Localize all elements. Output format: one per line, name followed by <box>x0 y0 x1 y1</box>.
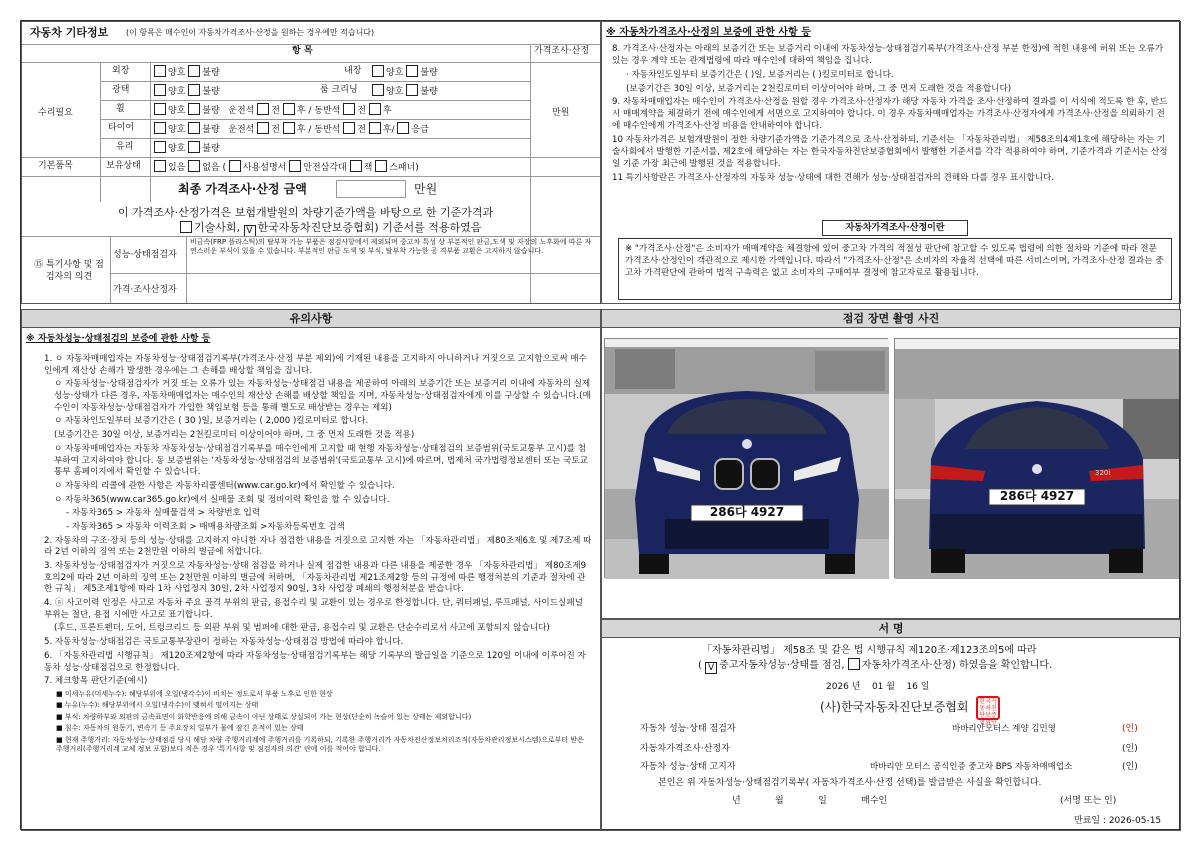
note-1b: ㅇ 자동차성능·상태점검자가 거짓 또는 오류가 있는 자동차성능·상태점검 내용을 제공하여 아래의 보증기간 또는 보증거리 이내에 자동차의 실제 성능·상태가 다른 경우, 자동차매매업자는 매수인의 재산상 손해를 배상할 책임을 지며, 자동차성능·상태점검자에게 이를 구상할 수 있습니다.(매수인이 자동차성능·상태점검자가 가입한 책임보험 등을 통해 별도로 배상받는 경우는 제외) <box>54 379 591 413</box>
note-3: 3. 자동차성능·상태점검자가 거짓으로 자동차성능·상태 점검을 하거나 실제 점검한 내용과 다른 내용을 제공한 경우 「자동차관리법」 제80조제9호의2에 따라 2년 이하의 징역 또는 2천만원 이하의 벌금에 처하며, 「자동차관리법 제21조제2항 등의 규정에 따른 행정처분의 기준과 절차에 관한 규칙」 제5조제1항에 따라 1차 사업정지 30일, 2차 사업정지 90일, 3차 사업장 폐쇄의 행정처분을 받습니다. <box>44 561 587 595</box>
glass-bad-checkbox[interactable] <box>188 141 200 153</box>
note-6: 6. 「자동차관리법 시행규칙」 제120조제2항에 따라 자동차성능·상태점검기록부는 해당 기록부의 발급일을 기준으로 120일 이내에 이루어진 자동차 성능·상태점검으로 한정합니다. <box>44 650 586 673</box>
issue-date: 2026 년 01 월 16 일 <box>826 682 930 692</box>
tire-passenger-rear-checkbox[interactable] <box>369 122 381 134</box>
signature-section <box>601 619 1181 831</box>
wheel-options: 양호 불량 운전석 전 후 / 동반석 전 후 <box>154 103 392 118</box>
note-1: 1. ㅇ 자동차매매업자는 자동차성능·상태점검기록부(가격조사·산정 부분 제외)에 기재된 내용을 고지하지 아니하거나 거짓으로 고지함으로써 매수인에게 재산상 손해가 발생한 경우에는 그 손해를 배상할 책임을 집니다. <box>44 354 587 376</box>
glass-options: 양호 불량 <box>154 141 220 156</box>
note-1f: ㅇ 자동차의 리콜에 관한 사항은 자동차리콜센터(www.car.go.kr)에서 확인할 수 있습니다. <box>54 480 395 491</box>
note-1d: (보증기간은 30일 이상, 보증거리는 2천킬로미터 이상이어야 하며, 그 중 먼저 도래한 것을 적용) <box>54 430 415 441</box>
criteria-3: ■ 부식: 차량하부와 외판의 금속표면이 화학반응에 의해 금속이 아닌 상태로 상실되어 가는 현상(단순히 녹슬어 있는 상태는 제외합니다) <box>56 712 472 721</box>
note-4b: (후드, 프론트펜더, 도어, 트렁크리드 등 외판 부위 및 범퍼에 대한 판금, 용접수리 및 교환은 단순수리로서 사고에 포함되지 않습니다) <box>54 623 550 634</box>
exterior-good-checkbox[interactable] <box>154 65 166 77</box>
notes-body <box>44 354 592 757</box>
tech-society-checkbox[interactable] <box>180 221 192 233</box>
wheel-passenger-rear-checkbox[interactable] <box>369 103 381 115</box>
interior-good-checkbox[interactable] <box>372 65 384 77</box>
price-warranty-header: ※ 자동차가격조사·산정의 보증에 관한 사항 등 <box>606 27 811 38</box>
final-price-input[interactable] <box>336 180 406 198</box>
criteria-4: ■ 침수: 자동차의 원동기, 변속기 등 주요장치 일부가 물에 잠긴 흔적이 있는 상태 <box>56 724 304 733</box>
rear-car-photo <box>894 338 1178 578</box>
rear-plate: 286다 4927 <box>999 489 1075 503</box>
note-1h: - 자동차365 > 자동차 실매물검색 > 차량번호 입력 <box>66 508 261 519</box>
basic-items-label: 기본품목 <box>38 161 73 171</box>
room-cleaning-options: 양호 불량 <box>372 84 438 99</box>
tire-driver-rear-checkbox[interactable] <box>283 122 295 134</box>
notes-header: 유의사항 <box>22 310 600 328</box>
special-notes-label: ⑮ 특기사항 및 점검자의 의견 <box>34 260 104 282</box>
polish-options: 양호 불량 <box>154 84 220 99</box>
exterior-options: 양호 불량 <box>154 65 220 80</box>
tire-emergency-checkbox[interactable] <box>397 122 409 134</box>
jack-checkbox[interactable] <box>350 160 362 172</box>
inspector-seal: (인) <box>1122 724 1138 734</box>
polish-good-checkbox[interactable] <box>154 84 166 96</box>
note-1c: ㅇ 자동차인도일부터 보증기간은 ( 30 )일, 보증거리는 ( 2,000 )킬로미터로 합니다. <box>54 416 369 427</box>
confirm-line: ( V 중고자동차성능·상태를 점검, 자동차가격조사·산정) 하였음을 확인합니다. <box>698 660 1053 673</box>
tire-passenger-front-checkbox[interactable] <box>343 122 355 134</box>
criteria-5: ■ 현재 주행거리: 자동차성능·상태점검 당시 해당 차량 주행거리계에 주행거리를 기록하되, 기록한 주행거리가 자동차전산정보처리조직(자동차관리정보시스템)으로부터 받은 주행거리(주행거리계 교체 정보 포함)보다 적은 경우 '특기사항 및 점검자의 의견' 란에 이를 적어야 합니다. <box>56 735 584 754</box>
check-criteria-list <box>44 690 592 755</box>
basic-items-options: 있음 없음 ( 사용설명서 안전삼각대 잭 스패너) <box>154 160 419 175</box>
polish-bad-checkbox[interactable] <box>188 84 200 96</box>
front-car-photo <box>604 338 888 578</box>
room-cleaning-bad-checkbox[interactable] <box>406 84 418 96</box>
note-1e: ㅇ 자동차매매업자는 자동차 자동차성능·상태점검기록부를 매수인에게 고지할 때 현행 자동차성능·상태점검의 보증범위(국토교통부 고시)를 첨부하여 고지하여야 합니다. 동 보증범위는 '자동차성능·상태점검의 보증범위'(국토교통부 고시)에 따르며, 법제처 국가법령정보센터 또는 국토교통부 홈페이지에서 확인할 수 있습니다. <box>54 443 588 478</box>
price-item-11: 11 특기사항란은 가격조사·산정자의 자동차 성능·상태에 대한 견해가 성능·상태점검자의 견해와 다를 경우 표시합니다. <box>612 172 1055 183</box>
criteria-2: ■ 누유(누수): 해당부위에서 오일(냉각수)이 맺혀서 떨어지는 상태 <box>56 701 259 710</box>
final-price-unit: 만원 <box>414 182 438 196</box>
tire-good-checkbox[interactable] <box>154 122 166 134</box>
basic-have-checkbox[interactable] <box>154 160 166 172</box>
note-2: 2. 자동차의 구조·장치 등의 성능·상태를 고지하지 아니한 자나 점검한 내용을 거짓으로 고지한 자는 「자동차관리법」 제80조제6호 및 제7조제 따라 2년 이하의 징역 또는 2천만원 이하의 벌금에 처합니다. <box>44 535 592 558</box>
price-basis-choice: 기술사회, V 한국자동차진단보증협회) 기준서를 적용하였음 <box>180 221 481 237</box>
performance-check-checkbox[interactable]: V <box>705 662 717 674</box>
tire-options: 양호 불량 운전석 전 후 / 동반석 전 후/ 응급 <box>154 122 429 137</box>
repair-needed-label: 수리필요 <box>38 108 73 118</box>
price-inspector-sig-label: 자동차가격조사·산정자 <box>640 744 730 754</box>
wheel-passenger-front-checkbox[interactable] <box>343 103 355 115</box>
glass-good-checkbox[interactable] <box>154 141 166 153</box>
price-item-8-period: · 자동차인도일부터 보증기간은 ( )일, 보증거리는 ( )킬로미터로 합니다. <box>626 69 894 80</box>
note-1g: ㅇ 자동차365(www.car365.go.kr)에서 실매물 조회 및 정비이력 확인을 할 수 있습니다. <box>54 494 390 505</box>
notifier-value: 바바리안 모터스 공식인증 중고차 BPS 자동차매매업소 <box>870 762 1073 772</box>
spanner-checkbox[interactable] <box>375 160 387 172</box>
interior-options: 양호 불량 <box>372 65 438 80</box>
assoc-checkbox[interactable]: V <box>244 225 256 237</box>
price-warranty-items <box>612 44 1172 186</box>
final-price-label: 최종 가격조사·산정 금액 <box>178 182 307 196</box>
wheel-driver-front-checkbox[interactable] <box>257 103 269 115</box>
safety-triangle-checkbox[interactable] <box>289 160 301 172</box>
photo-header: 점검 장면 촬영 사진 <box>602 310 1180 328</box>
price-inspector-seal: (인) <box>1122 744 1138 754</box>
expiry-date: 만료일 : 2026-05-15 <box>1074 816 1162 826</box>
price-warranty-section <box>601 21 1181 304</box>
tire-bad-checkbox[interactable] <box>188 122 200 134</box>
note-1i: - 자동차365 > 자동차 이력조회 > 매매용차량조회 >자동차등록번호 검색 <box>66 521 345 532</box>
col-item-header: 항 목 <box>292 46 313 56</box>
photo-section <box>601 309 1181 619</box>
signature-header: 서 명 <box>602 620 1180 638</box>
note-4: 4. ⓐ 사고이력 인정은 사고로 자동차 주요 골격 부위의 판금, 용접수리 및 교환이 있는 경우로 한정합니다. 단, 쿼터패널, 루프패널, 사이드실패널 부위는 절단, 용접 시에만 사고로 표기합니다. <box>44 598 583 620</box>
interior-bad-checkbox[interactable] <box>406 65 418 77</box>
inspector-label: 자동차 성능·상태 점검자 <box>640 724 736 734</box>
price-basis-line: 이 가격조사·산정가격은 보험개발원의 차량기준가액을 바탕으로 한 기준가격과 <box>118 206 494 219</box>
org-seal-stamp: 한국자동차진단보증협회인 <box>976 696 1000 720</box>
price-inspector-label: 가격·조사산정자 <box>113 285 177 295</box>
front-plate: 286다 4927 <box>709 505 785 519</box>
notes-section <box>21 309 601 831</box>
price-item-9: 9. 자동차매매업자는 매수인이 가격조사·산정을 원할 경우 가격조사·산정자가 해당 자동차 가격을 조사·산정하여 결과를 이 서식에 적도록 한 후, 반드시 매매계약을 체결하기 전에 매수인에게 서면으로 고지하여야 합니다. 이 경우 자동차매매업자는 가격조사·산정자에게 가격조사·산정을 의뢰하기 전에 매수인에게 가격조사·산정 비용을 안내하여야 합니다. <box>612 97 1168 132</box>
notifier-label: 자동차 성능·상태 고지자 <box>640 762 736 772</box>
price-definition-text: ※ "가격조사·산정"은 소비자가 매매계약을 체결함에 있어 중고차 가격의 적절성 판단에 참고할 수 있도록 법령에 의한 절차와 기준에 따라 전문 가격조사·산정인이 객관적으로 제시한 가액입니다. 따라서 "가격조사·산정"은 소비자의 자율적 선택에 따른 서비스이며, 가격조사·산정 결과는 중고차 가격판단에 관하여 법적 구속력은 없고 소비자의 구매여부 결정에 참고자료로 활용됩니다. <box>618 238 1172 300</box>
note-7: 7. 체크항목 판단기준(예시) <box>44 676 148 687</box>
inspector-value: 바바리안모터스 계양 김민영 <box>952 724 1056 734</box>
basic-none-checkbox[interactable] <box>188 160 200 172</box>
note-5: 5. 자동차성능·상태점검은 국토교통부장관이 정하는 자동차성능·상태점검 방법에 따라야 합니다. <box>44 637 404 648</box>
tire-driver-front-checkbox[interactable] <box>257 122 269 134</box>
wheel-bad-checkbox[interactable] <box>188 103 200 115</box>
col-price-header: 가격조사·산정 <box>534 46 590 56</box>
perf-inspector-note: 비금속(FRP 플라스틱)의 탈부착 가능 부품은 점검사항에서 제외되며 중고차 특성 상 부분적인 판금,도색 및 자장의 노후화에 따른 자연스러운 부식이 있을 수 있습니다. 부분적인 판금 도색 및 부식, 탈부착 가능한 공 격부품 교환은 고지하지 않습니다. <box>190 238 592 256</box>
wheel-driver-rear-checkbox[interactable] <box>283 103 295 115</box>
perf-inspector-label: 성능·상태점검자 <box>113 250 177 260</box>
row-wheel-label: 휠 <box>116 104 125 114</box>
rear-badge: 320i <box>1095 469 1111 477</box>
price-check-checkbox[interactable] <box>848 658 860 670</box>
row-tire-label: 타이어 <box>108 123 135 133</box>
vehicle-other-info-section <box>21 21 601 304</box>
price-definition-box: 자동차가격조사·산정이란 <box>822 220 968 236</box>
exterior-bad-checkbox[interactable] <box>188 65 200 77</box>
inspection-record-page <box>20 20 1180 830</box>
notes-subheader: ※ 자동차성능·상태점검의 보증에 관한 사항 등 <box>26 334 211 344</box>
section-title: 자동차 기타정보 <box>30 26 109 39</box>
price-unit: 만원 <box>552 108 570 118</box>
issuing-org: (사)한국자동차진단보증협회 <box>820 700 969 714</box>
row-exterior-label: 외장 <box>112 66 130 76</box>
room-cleaning-good-checkbox[interactable] <box>372 84 384 96</box>
basic-status-label: 보유상태 <box>106 161 141 171</box>
buyer-sign: (서명 또는 인) <box>1060 796 1117 806</box>
price-item-8-note: (보증기간은 30일 이상, 보증거리는 2천킬로미터 이상이어야 하며, 그 중 먼저 도래한 것을 적용합니다) <box>626 83 1012 94</box>
row-glass-label: 유리 <box>116 142 134 152</box>
price-item-10: 10 자동차가격은 보험개발원이 정한 차량기준가액을 기준가격으로 조사·산정하되, 기준서는 「자동차관리법」 제58조의4제1호에 해당하는 자는 기술사회에서 발행한 기준서를, 제2호에 해당하는 자는 한국자동차진단보증협회에서 발행한 기준서를 각각 적용하여야 하며, 기준가격과 기준서는 산정일 기준 가장 최근에 발행된 것을 적용합니다. <box>612 135 1168 169</box>
price-item-8: 8. 가격조사·산정자는 아래의 보증기간 또는 보증거리 이내에 자동차성능·상태점검기록부(가격조사·산정 부분 한정)에 적힌 내용에 허위 또는 오류가 있는 경우 계약 또는 관계법령에 따라 매수인에 대하여 책임을 집니다. <box>612 44 1164 66</box>
buyer-date-row: 년 월 일 매수인 <box>732 796 888 806</box>
criteria-1: ■ 미세누유(미세누수): 해당부위에 오일(냉각수)이 비치는 정도로서 부품 노후로 인한 현상 <box>56 689 333 698</box>
law-line: 「자동차관리법」 제58조 및 같은 법 시행규칙 제120조·제123조의5에 따라 <box>702 645 1037 656</box>
row-room-cleaning-label: 룸 크리닝 <box>320 85 358 95</box>
receipt-line: 본인은 위 자동차성능·상태점검기록부( 자동차가격조사·산정 선택)를 발급받은 사실을 확인합니다. <box>658 778 1042 788</box>
section-subtitle: (이 항목은 매수인이 자동차가격조사·산정을 원하는 경우에만 적습니다) <box>126 28 375 37</box>
wheel-good-checkbox[interactable] <box>154 103 166 115</box>
row-interior-label: 내장 <box>344 66 362 76</box>
row-polish-label: 광택 <box>112 85 130 95</box>
notifier-seal: (인) <box>1122 762 1138 772</box>
manual-checkbox[interactable] <box>229 160 241 172</box>
